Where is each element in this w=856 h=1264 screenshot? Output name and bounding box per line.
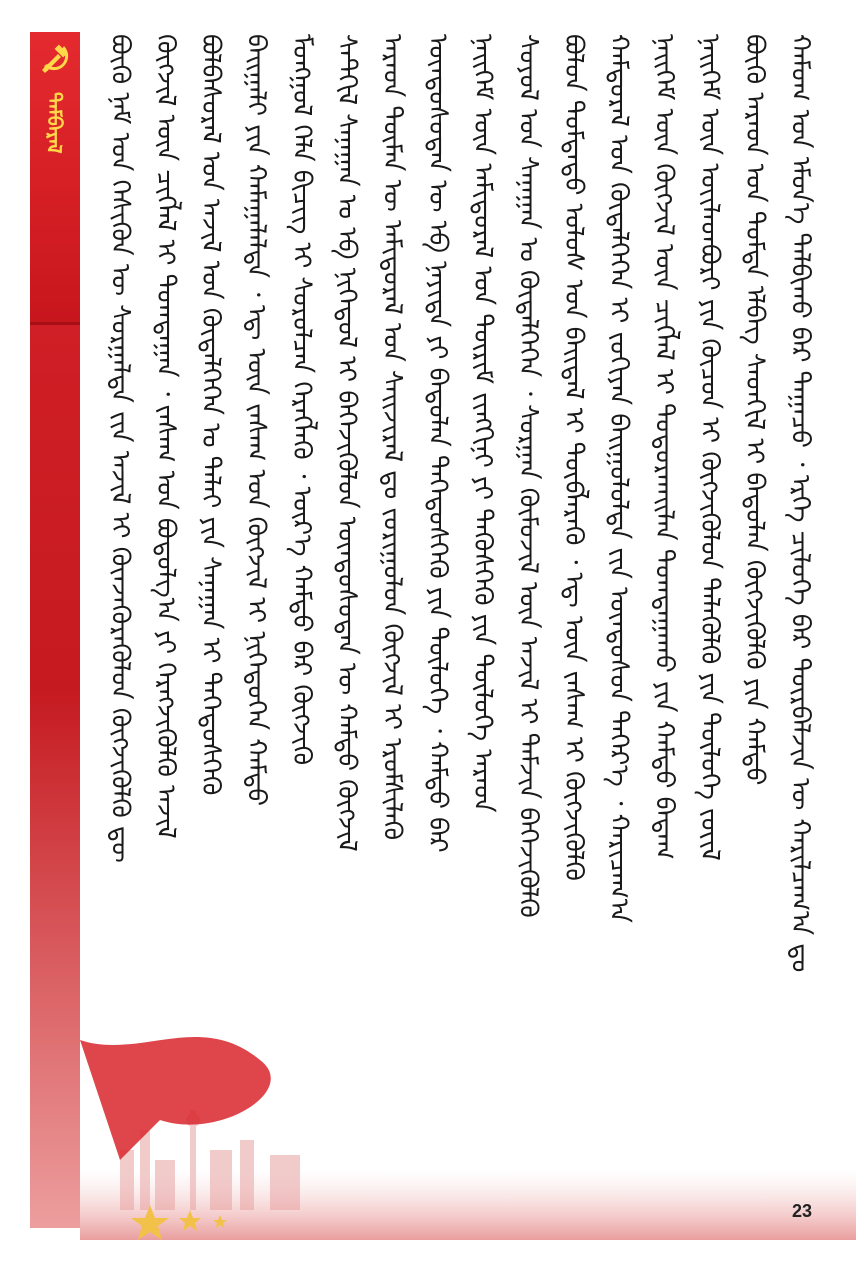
text-column: ᠬᠥᠭᠵᠢᠯ ᠦᠨ ᠴᠢᠭᠯᠡᠯ ᠢ ᠲᠣᠭᠲᠠᠭᠠᠨ ᠂ ᠵᠠᠰᠠᠭ ᠤᠨ ᠪᠣᠳᠣᠯᠭ᠎ᠠ ᠶᠢ ᠬᠡᠷᠡᠭᠵᠢᠭᠦᠯᠬᠦ ᠠᠵᠢᠯ xyxy=(150,34,181,839)
text-column: ᠪᠣᠯᠪᠠᠰᠤᠷᠠᠯ ᠤᠨ ᠠᠵᠢᠯ ᠤᠨ ᠬᠥᠳᠡᠯᠭᠡᠭᠡᠨ ᠤ ᠳᠠᠯᠠᠢ ᠶᠢᠨ ᠰᠠᠨᠠᠭᠠᠨ ᠢ ᠳᠡᠭᠡᠳᠦᠰᠬᠡᠬᠦ xyxy=(195,34,226,796)
text-column: ᠨᠡᠢᠭᠡᠮ ᠦᠨ ᠠᠮᠢᠳᠤᠷᠠᠯ ᠤᠨ ᠳᠦᠷᠢᠮ ᠵᠢᠩᠬᠢᠨᠢ ᠶᠢ ᠲᠡᠭᠦᠰᠬᠡᠬᠦ ᠶᠢᠨ ᠲᠥᠯᠥᠭᠡ ᠠᠷᠠᠳ xyxy=(467,34,498,813)
text-column: ᠰᠣᠶᠣᠯ ᠤᠨ ᠰᠠᠨᠠᠭᠠᠨ ᠤ ᠬᠥᠳᠡᠯᠭᠡᠭᠡᠨ ᠂ ᠰᠤᠷᠭᠠᠨ ᠬᠦᠮᠦᠵᠢᠯ ᠦᠨ ᠠᠵᠢᠯ ᠢ ᠳᠡᠮᠵᠢᠨ ᠪᠡᠬᠡᠵᠢᠭᠦᠯᠬᠦ xyxy=(512,34,543,918)
banner-header xyxy=(30,32,80,325)
text-column: ᠨᠡᠢᠭᠡᠮ ᠦᠨ ᠬᠥᠭᠵᠢᠯ ᠦᠨ ᠴᠢᠭᠯᠡᠯ ᠢ ᠲᠣᠳᠤᠷᠬᠠᠢᠯᠠᠨ ᠲᠣᠭᠲᠠᠭᠠᠬᠤ ᠶᠢᠨ ᠬᠠᠮᠲᠤ ᠪᠠᠳᠠᠭ xyxy=(648,34,679,860)
text-column: ᠦᠨᠳᠦᠰᠦᠲᠡᠨ ᠦ ᠡᠪ ᠨᠡᠶᠢᠲᠡ ᠶᠢ ᠪᠠᠲᠤᠯᠠᠨ ᠳᠡᠭᠡᠳᠦᠰᠬᠡᠬᠦ ᠶᠢᠨ ᠲᠥᠯᠥᠭᠡ ᠂ ᠬᠠᠮᠲᠤ ᠪᠠᠷ xyxy=(422,34,453,853)
body-text xyxy=(100,34,820,1194)
text-column: ᠪᠦᠬᠦ ᠠᠷᠠᠳ ᠤᠨ ᠳᠤᠮᠳᠠ ᠡᠯᠪᠡᠭ ᠰᠡᠳᠬᠢᠯ ᠢ ᠪᠠᠲᠤᠯᠠᠨ ᠬᠥᠭᠵᠢᠭᠦᠯᠬᠦ ᠶᠢᠨ ᠬᠠᠮᠲᠤ xyxy=(739,34,770,786)
side-banner xyxy=(30,32,80,1228)
text-column: ᠰᠡᠲᠭᠢᠯ ᠰᠠᠨᠠᠭᠠᠨ ᠤ ᠡᠪ ᠨᠢᠭᠡᠳᠦᠯ ᠢ ᠪᠡᠬᠡᠵᠢᠭᠦᠯᠦᠨ ᠦᠨᠳᠦᠰᠦᠲᠡᠨ ᠦ ᠬᠠᠮᠲᠤ ᠬᠥᠭᠵᠢᠯ xyxy=(331,34,362,852)
text-column: ᠨᠡᠢᠭᠡᠮ ᠦᠨ ᠦᠢᠯᠡᠳᠪᠦᠷᠢ ᠶᠢᠨ ᠬᠦᠴᠦᠨ ᠢ ᠬᠥᠭᠵᠢᠭᠦᠯᠦᠨ ᠲᠡᠯᠡᠭᠦᠯᠬᠦ ᠶᠢᠨ ᠲᠥᠯᠥᠭᠡ ᠵᠦᠢᠯ xyxy=(694,34,725,861)
text-column: ᠠᠷᠠᠳ ᠲᠦᠮᠡᠨ ᠦ ᠠᠮᠢᠳᠤᠷᠠᠯ ᠤᠨ ᠰᠠᠢᠵᠢᠷᠠᠯ ᠳᠤ ᠵᠣᠷᠢᠭᠤᠯᠤᠨ ᠬᠥᠭᠵᠢᠯ ᠢ ᠡᠷᠦᠮᠰᠢᠯᠡᠬᠦ xyxy=(376,34,407,841)
banner-title: ᠳᠡᠮᠪᠡᠷᠡᠯ xyxy=(42,92,67,154)
text-column: ᠪᠦᠬᠦ ᠨᠠᠮ ᠤᠨ ᠭᠡᠰᠢᠭᠦᠨ ᠦ ᠰᠤᠷᠭᠠᠯᠲᠠ ᠵᠢᠨ ᠠᠵᠢᠯ ᠢ ᠭᠦᠨᠵᠡᠭᠦᠷᠡᠭᠦᠯᠦᠨ ᠬᠥᠭᠵᠢᠭᠦᠯᠬᠦ ᠳᠦ xyxy=(105,34,135,863)
text-column: ᠬᠠᠮᠤᠭ ᠤᠨ ᠡᠮᠦᠨ᠎ᠡ ᠲᠠᠯᠪᠢᠬᠤ ᠪᠠᠷ ᠳᠠᠭᠠᠴᠤ ᠂ ᠡᠷᠬᠡ ᠴᠢᠯᠦᠭᠡ ᠪᠡᠷ ᠳᠦᠷᠪᠡᠯᠵᠢᠨ ᠦ ᠬᠠᠷᠢᠯᠴᠠᠭ᠎ᠠ ᠳᠤ xyxy=(784,34,815,973)
hammer-sickle-icon xyxy=(36,40,74,78)
text-column: ᠬᠠᠮᠲᠤᠷᠠᠯ ᠤᠨ ᠬᠥᠳᠡᠯᠭᠡᠭᠡᠨ ᠢ ᠵᠣᠬᠢᠶᠠᠨ ᠪᠠᠢᠭᠤᠯᠤᠯᠲᠠ ᠵᠢᠨ ᠦᠨᠳᠦᠰᠦᠨ ᠳᠡᠭᠡᠷ᠎ᠡ ᠂ ᠬᠠᠷᠢᠴᠠᠭ᠎ᠠ xyxy=(603,34,634,923)
text-column: ᠪᠤᠯᠤᠨ ᠳᠤᠮᠳᠠᠳᠤ ᠤᠯᠤᠰ ᠤᠨ ᠪᠠᠢᠳᠠᠯ ᠢ ᠲᠥᠪᠯᠡᠷᠡᠬᠦ ᠂ ᠡᠳ᠋ ᠦᠨ ᠵᠠᠰᠠᠭ ᠢ ᠬᠥᠭᠵᠢᠭᠦᠯᠬᠦ xyxy=(558,34,589,881)
page-number: 23 xyxy=(791,1201,812,1221)
text-column: ᠪᠠᠢᠭᠠᠯᠢ ᠶᠢᠨ ᠬᠠᠮᠠᠭᠠᠯᠠᠯᠲᠠ ᠂ ᠡᠳ᠋ ᠦᠨ ᠵᠠᠰᠠᠭ ᠤᠨ ᠬᠥᠭᠵᠢᠯ ᠢ ᠨᠢᠭᠡᠳᠦᠭᠡᠨ ᠬᠠᠮᠲᠤ xyxy=(240,34,271,807)
text-column: ᠮᠣᠩᠭᠣᠯ ᠬᠡᠯᠡ ᠪᠢᠴᠢᠭ ᠢ ᠰᠤᠷᠤᠯᠴᠠᠨ ᠬᠡᠷᠡᠭᠯᠡᠬᠦ ᠂ ᠦᠷ᠎ᠡ ᠬᠠᠮᠲᠤ ᠪᠠᠷ ᠬᠥᠭᠵᠢᠬᠦ xyxy=(286,34,317,766)
